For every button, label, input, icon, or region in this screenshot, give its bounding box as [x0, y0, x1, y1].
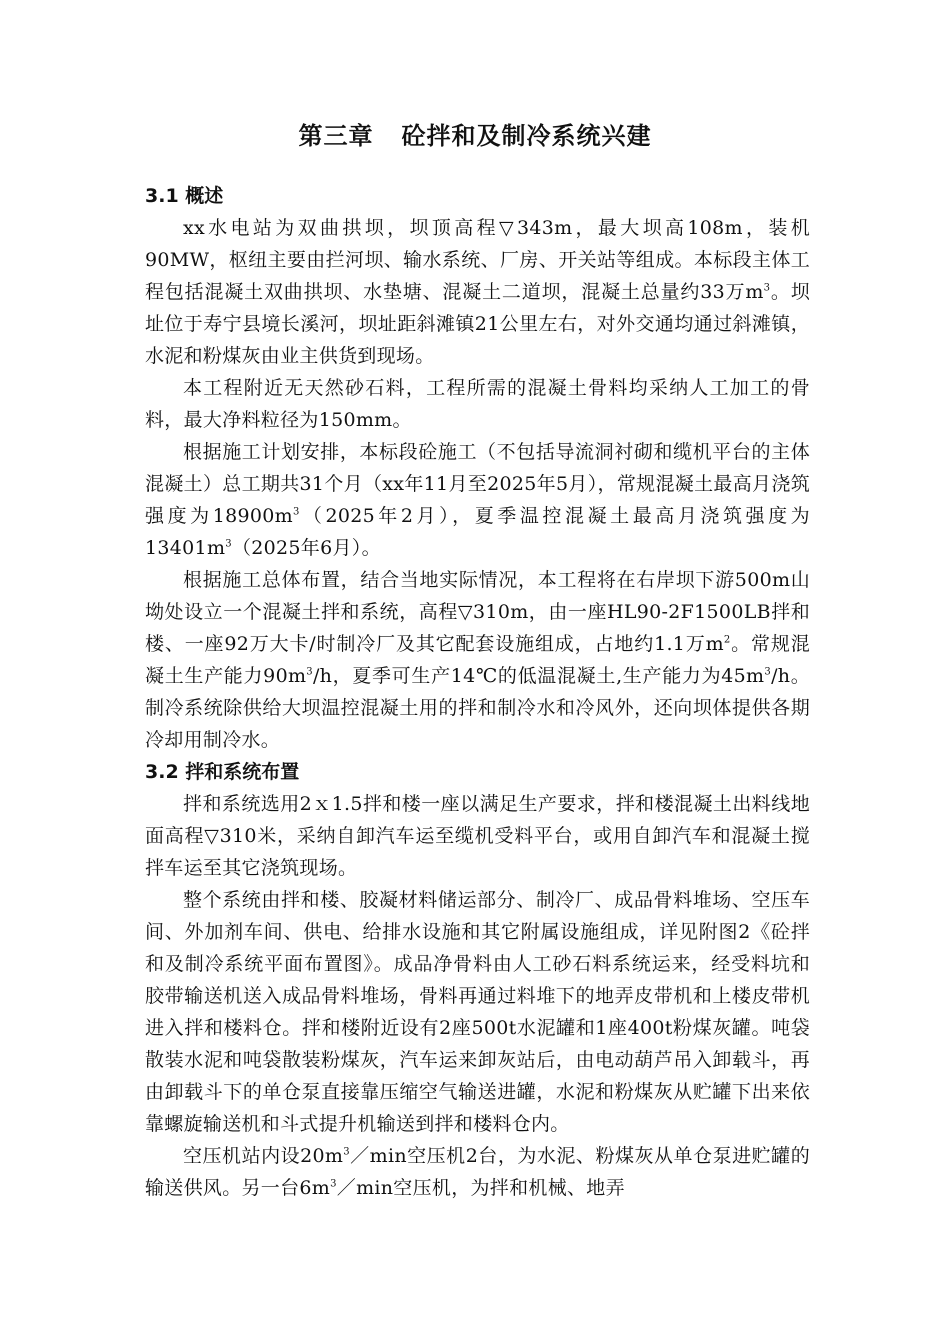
- section-heading-3-2: 3.2 拌和系统布置: [145, 761, 300, 783]
- paragraph-aggregate: 本工程附近无天然砂石料，工程所需的混凝土骨料均采纳人工加工的骨料，最大净料粒径为150mm。: [145, 377, 810, 431]
- paragraph-system-composition: 整个系统由拌和楼、胶凝材料储运部分、制冷厂、成品骨料堆场、空压车间、外加剂车间、供电、给排水设施和其它附属设施组成，详见附图2《砼拌和及制冷系统平面布置图》。成品净骨料由人工砂石料系统运来，经受料坑和胶带输送机送入成品骨料堆场，骨料再通过料堆下的地弄皮带机和上楼皮带机进入拌和楼料仓。拌和楼附近设有2座500t水泥罐和1座400t粉煤灰罐。吨袋散装水泥和吨袋散装粉煤灰，汽车运来卸灰站后，由电动葫芦吊入卸载斗，再由卸载斗下的单仓泵直接靠压缩空气输送进罐，水泥和粉煤灰从贮罐下出来依靠螺旋输送机和斗式提升机输送到拌和楼料仓内。: [145, 889, 810, 1135]
- paragraph-schedule: 根据施工计划安排，本标段砼施工（不包括导流洞衬砌和缆机平台的主体混凝土）总工期共31个月（xx年11月至2025年5月），常规混凝土最高月浇筑强度为$18900m^3(2025$年2月），夏季温控混凝土最高月浇筑强度为$13401m^3(2025$年6月）。: [145, 441, 810, 559]
- paragraph-overview: xx水电站为双曲拱坝，坝顶高程▽343m，最大坝高108m，装机90MW，枢纽主要由拦河坝、输水系统、厂房、开关站等组成。本标段主体工程包括混凝土双曲拱坝、水垫塘、混凝土二道坝，混凝土总量约33万$m^3$。坝址位于寿宁县境长溪河，坝址距斜滩镇21公里左右，对外交通均通过斜滩镇，水泥和粉煤灰由业主供货到现场。: [145, 217, 811, 367]
- chapter-title: [0, 116, 950, 151]
- section-heading-3-1: 3.1 概述: [145, 185, 224, 207]
- body-text: [145, 180, 810, 1204]
- paragraph-mixing-plant: 拌和系统选用2ｘ1.5拌和楼一座以满足生产要求，拌和楼混凝土出料线地面高程▽310米，采纳自卸汽车运至缆机受料平台，或用自卸汽车和混凝土搅拌车运至其它浇筑现场。: [145, 793, 810, 879]
- chapter-number: 第三章: [298, 122, 374, 150]
- chapter-name: 砼拌和及制冷系统兴建: [401, 122, 652, 150]
- paragraph-layout: 根据施工总体布置，结合当地实际情况，本工程将在右岸坝下游500m山坳处设立一个混凝土拌和系统，高程▽310m，由一座HL90-2F1500LB拌和楼、一座92万大卡/时制冷厂及其它配套设施组成，占地约1.1万$m^2$。常规混凝土生产能力$90m^3/h$，夏季可生产14℃的低温混凝土,生产能力为$45m^3/h$。制冷系统除供给大坝温控混凝土用的拌和制冷水和冷风外，还向坝体提供各期冷却用制冷水。: [145, 569, 810, 751]
- paragraph-air-compressor: 空压机站内设$20m^3/\min$空压机2台，为水泥、粉煤灰从单仓泵进贮罐的输送供风。另一台$6m^3/\min$空压机，为拌和机械、地弄: [145, 1145, 810, 1199]
